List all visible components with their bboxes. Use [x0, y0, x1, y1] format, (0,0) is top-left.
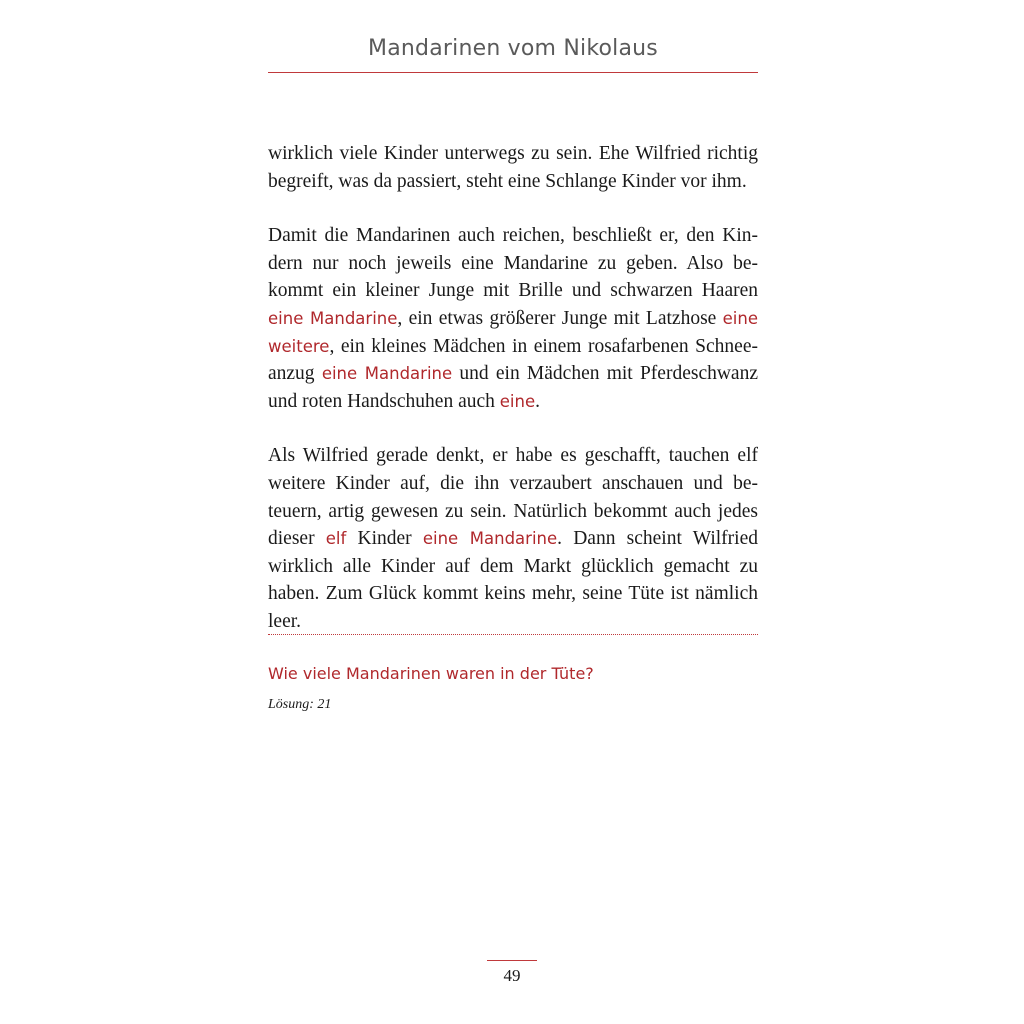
running-header-title: Mandarinen vom Nikolaus [368, 36, 658, 61]
text-segment: Damit die Mandarinen auch reichen, beschließt er, den Kindern nur noch jeweils eine Mandarine zu geben. Also bekommt ein kleiner Junge mit Brille und schwarzen Haaren [268, 225, 758, 302]
text-segment: . Dann scheint Wilfried wirklich alle Kinder auf dem Markt glücklich gemacht zu haben. Zum Glück kommt keins mehr, seine Tüte ist nämlich leer. [268, 528, 758, 632]
text-segment: , ein kleines Mädchen in einem rosafarbenen Schneeanzug [268, 335, 758, 385]
story-paragraph [268, 442, 758, 635]
highlighted-phrase: eine Mandarine [321, 364, 453, 384]
text-segment: und ein Mädchen mit Pferdeschwanz und roten Handschuhen auch [268, 363, 758, 412]
text-segment: . [535, 390, 540, 412]
riddle-question: Wie viele Mandarinen waren in der Tüte? [268, 664, 594, 683]
text-segment: Kinder [346, 528, 423, 550]
page-number: 49 [503, 966, 521, 985]
highlighted-phrase: eine [499, 391, 536, 411]
story-text [268, 140, 758, 663]
highlighted-phrase: eine Mandarine [422, 529, 558, 549]
header-divider [268, 72, 758, 73]
riddle-solution: Lösung: 21 [268, 697, 332, 712]
text-segment: Als Wilfried gerade denkt, er habe es geschafft, tauchen elf weitere Kinder auf, die ihn verzaubert anschauen und beteuern, artig gewesen zu sein. Natürlich bekommt auch jedes dieser [268, 445, 758, 550]
story-paragraph [268, 140, 758, 195]
text-segment: wirklich viele Kinder unterwegs zu sein. Ehe Wilfried richtig begreift, was da passiert, steht eine Schlange Kinder vor ihm. [268, 143, 758, 192]
text-segment: , ein etwas größerer Junge mit Latzhose [397, 307, 723, 329]
highlighted-phrase: eine weitere [268, 308, 758, 356]
highlighted-phrase: eine Mandarine [268, 308, 398, 328]
story-paragraph [268, 222, 758, 415]
footer-divider [487, 960, 537, 961]
dotted-divider [268, 634, 758, 635]
highlighted-phrase: elf [325, 529, 347, 549]
